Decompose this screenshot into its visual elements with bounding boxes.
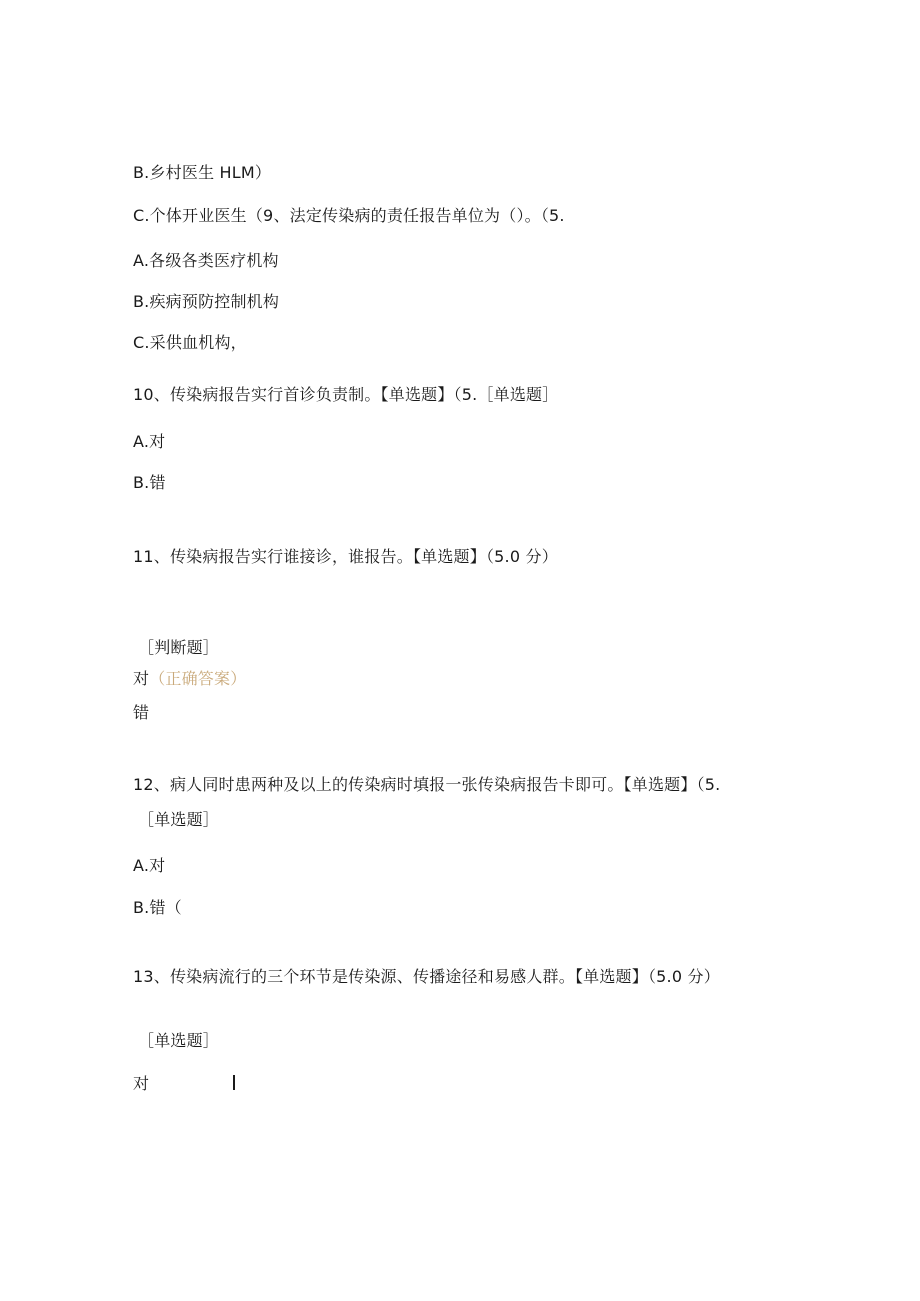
q13-type-tag: ［单选题］ <box>138 1031 220 1050</box>
question-12: 12、病人同时患两种及以上的传染病时填报一张传染病报告卡即可。【单选题】（5. <box>133 775 721 794</box>
q11-answer-correct <box>133 669 246 689</box>
option-a-medical-institutions: A.各级各类医疗机构 <box>133 251 279 270</box>
question-11: 11、传染病报告实行谁接诊，谁报告。【单选题】（5.0 分） <box>133 547 558 566</box>
q12-option-b: B.错（ <box>133 898 182 917</box>
question-13: 13、传染病流行的三个环节是传染源、传播途径和易感人群。【单选题】（5.0 分） <box>133 967 720 986</box>
q13-answer: 对 <box>133 1074 150 1093</box>
q11-answer-wrong: 错 <box>133 703 150 722</box>
option-b-cdc: B.疾病预防控制机构 <box>133 292 280 311</box>
q11-answer-label: 对 <box>133 669 150 688</box>
correct-answer-hint: （正确答案） <box>149 669 247 688</box>
q10-option-a: A.对 <box>133 432 166 451</box>
q12-option-a: A.对 <box>133 856 166 875</box>
q10-option-b: B.错 <box>133 473 166 492</box>
question-10: 10、传染病报告实行首诊负责制。【单选题】（5.［单选题］ <box>133 385 559 404</box>
option-c-private-doctor-q9-stem: C.个体开业医生（9、法定传染病的责任报告单位为（）。（5. <box>133 206 565 225</box>
option-b-village-doctor: B.乡村医生 HLM） <box>133 163 272 182</box>
judgment-tag: ［判断题］ <box>138 638 220 657</box>
text-cursor <box>233 1075 235 1090</box>
option-c-blood-institutions: C.采供血机构， <box>133 333 247 352</box>
q12-type-tag: ［单选题］ <box>138 810 220 829</box>
